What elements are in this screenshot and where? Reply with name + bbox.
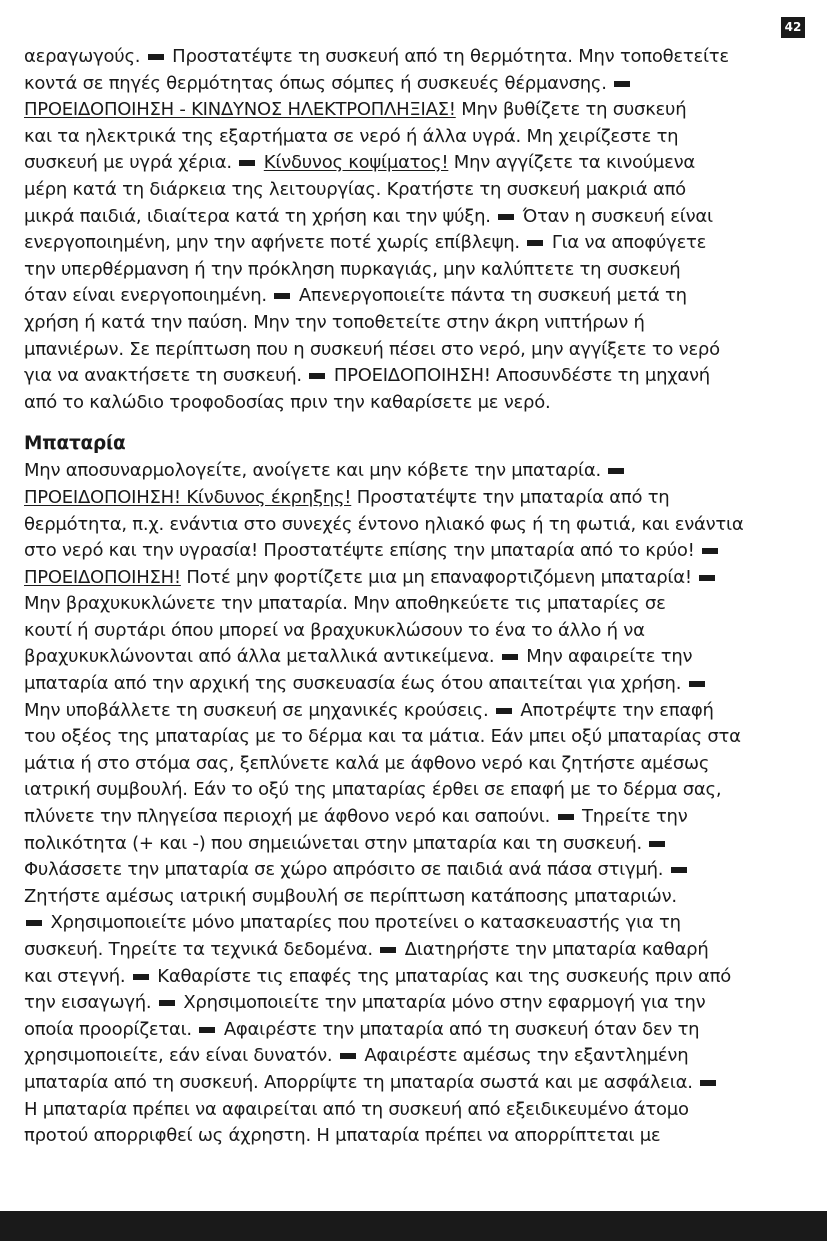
text-segment: Μην βραχυκυκλώνετε την μπαταρία. Μην αποθηκεύετε τις μπαταρίες σε <box>24 593 666 615</box>
text-segment: ΠΡΟΕΙΔΟΠΟΙΗΣΗ! Αποσυνδέστε τη μηχανή <box>328 365 710 387</box>
bullet-square-icon <box>498 214 514 220</box>
text-segment: μπαταρία από τη συσκευή. Απορρίψτε τη μπαταρία σωστά και με ασφάλεια. <box>24 1071 699 1093</box>
text-line <box>24 310 804 337</box>
warning-label: Κίνδυνος κοψίματος! <box>263 152 449 174</box>
text-segment: Μην αφαιρείτε την <box>520 646 693 668</box>
text-segment: Προστατέψτε την μπαταρία από τη <box>351 486 670 508</box>
text-segment: μάτια ή στο στόμα σας, ξεπλύνετε καλά με άφθονο νερό και ζητήστε αμέσως <box>24 752 710 774</box>
text-segment: ιατρική συμβουλή. Εάν το οξύ της μπαταρίας έρθει σε επαφή με το δέρμα σας, <box>24 779 722 801</box>
text-segment: Μην υποβάλλετε τη συσκευή σε μηχανικές κρούσεις. <box>24 699 494 721</box>
bullet-square-icon <box>608 468 624 474</box>
bullet-square-icon <box>502 654 518 660</box>
bullet-square-icon <box>527 240 543 246</box>
text-line <box>24 538 804 565</box>
warning-label: ΠΡΟΕΙΔΟΠΟΙΗΣΗ! <box>24 566 181 588</box>
text-segment: οποία προορίζεται. <box>24 1018 198 1040</box>
text-line <box>24 390 804 417</box>
text-segment: μπαταρία από την αρχική της συσκευασία έως ότου απαιτείται για χρήση. <box>24 673 687 695</box>
text-line <box>24 150 804 177</box>
text-segment: από το καλώδιο τροφοδοσίας πριν την καθαρίσετε με νερό. <box>24 391 551 413</box>
bullet-square-icon <box>309 373 325 379</box>
footer-bar <box>0 1211 827 1241</box>
text-segment: πλύνετε την πληγείσα περιοχή με άφθονο νερό και σαπούνι. <box>24 806 556 828</box>
bullet-square-icon <box>558 814 574 820</box>
text-line <box>24 857 804 884</box>
text-line <box>24 257 804 284</box>
text-line <box>24 644 804 671</box>
text-segment: Ποτέ μην φορτίζετε μια μη επαναφορτιζόμενη μπαταρία! <box>180 566 698 588</box>
text-line <box>24 937 804 964</box>
text-segment: του οξέος της μπαταρίας με το δέρμα και τα μάτια. Εάν μπει οξύ μπαταρίας στα <box>24 726 741 748</box>
text-segment: Η μπαταρία πρέπει να αφαιρείται από τη συσκευή από εξειδικευμένο άτομο <box>24 1098 689 1120</box>
bullet-square-icon <box>133 974 149 980</box>
text-segment: Χρησιμοποιείτε την μπαταρία μόνο στην εφαρμογή για την <box>177 992 706 1014</box>
text-line <box>24 124 804 151</box>
bullet-square-icon <box>700 1080 716 1086</box>
text-segment: Φυλάσσετε την μπαταρία σε χώρο απρόσιτο σε παιδιά ανά πάσα στιγμή. <box>24 859 669 881</box>
text-line <box>24 831 804 858</box>
text-line <box>24 97 804 124</box>
text-line <box>24 337 804 364</box>
bullet-square-icon <box>148 54 164 60</box>
text-line <box>24 204 804 231</box>
warning-label: ΠΡΟΕΙΔΟΠΟΙΗΣΗ - ΚΙΝΔΥΝΟΣ ΗΛΕΚΤΡΟΠΛΗΞΙΑΣ! <box>24 99 456 121</box>
text-line <box>24 363 804 390</box>
text-line <box>24 71 804 98</box>
text-line <box>24 751 804 778</box>
text-segment: προτού απορριφθεί ως άχρηστη. Η μπαταρία πρέπει να απορρίπτεται με <box>24 1125 661 1147</box>
text-line <box>24 283 804 310</box>
text-segment: Καθαρίστε τις επαφές της μπαταρίας και της συσκευής πριν από <box>151 965 731 987</box>
bullet-square-icon <box>614 81 630 87</box>
text-line <box>24 964 804 991</box>
text-segment: μπανιέρων. Σε περίπτωση που η συσκευή πέσει στο νερό, μην αγγίξετε το νερό <box>24 338 720 360</box>
document-body <box>24 44 804 1150</box>
text-line <box>24 512 804 539</box>
text-segment: Τηρείτε την <box>576 806 688 828</box>
text-segment: Χρησιμοποιείτε μόνο μπαταρίες που προτείνει ο κατασκευαστής για τη <box>45 912 681 934</box>
text-segment: Αφαιρέστε αμέσως την εξαντλημένη <box>358 1045 689 1067</box>
text-segment: την εισαγωγή. <box>24 992 157 1014</box>
section-safety-text <box>24 44 804 416</box>
text-line <box>24 230 804 257</box>
text-segment: Για να αποφύγετε <box>546 232 707 254</box>
text-segment: μέρη κατά τη διάρκεια της λειτουργίας. Κρατήστε τη συσκευή μακριά από <box>24 178 686 200</box>
text-segment: Απενεργοποιείτε πάντα τη συσκευή μετά τη <box>293 285 687 307</box>
text-segment: Όταν η συσκευή είναι <box>517 205 713 227</box>
text-line <box>24 804 804 831</box>
text-line <box>24 777 804 804</box>
text-segment: χρησιμοποιείτε, εάν είναι δυνατόν. <box>24 1045 338 1067</box>
text-segment: μικρά παιδιά, ιδιαίτερα κατά τη χρήση και την ψύξη. <box>24 205 497 227</box>
text-line <box>24 884 804 911</box>
text-segment: χρήση ή κατά την παύση. Μην την τοποθετείτε στην άκρη νιπτήρων ή <box>24 311 645 333</box>
section-battery-text <box>24 458 804 1149</box>
text-line <box>24 591 804 618</box>
text-segment: συσκευή. Τηρείτε τα τεχνικά δεδομένα. <box>24 939 379 960</box>
text-line <box>24 724 804 751</box>
bullet-square-icon <box>199 1027 215 1033</box>
bullet-square-icon <box>496 708 512 714</box>
bullet-square-icon <box>380 947 396 953</box>
text-line <box>24 1097 804 1124</box>
text-segment: Μην αποσυναρμολογείτε, ανοίγετε και μην κόβετε την μπαταρία. <box>24 460 607 482</box>
bullet-square-icon <box>26 920 42 926</box>
battery-heading: Μπαταρία <box>24 433 126 455</box>
text-segment: συσκευή με υγρά χέρια. <box>24 152 238 174</box>
text-line <box>24 565 804 592</box>
text-line <box>24 1043 804 1070</box>
text-segment: Διατηρήστε την μπαταρία καθαρή <box>399 939 709 960</box>
bullet-square-icon <box>340 1053 356 1059</box>
text-segment: για να ανακτήσετε τη συσκευή. <box>24 365 308 387</box>
text-segment: κουτί ή συρτάρι όπου μπορεί να βραχυκυκλώσουν το ένα το άλλο ή να <box>24 619 645 641</box>
text-line <box>24 698 804 725</box>
text-line <box>24 1017 804 1044</box>
text-segment: Αποτρέψτε την επαφή <box>514 699 714 721</box>
text-segment: και τα ηλεκτρικά της εξαρτήματα σε νερό ή άλλα υγρά. Μη χειρίζεστε τη <box>24 125 679 147</box>
text-line <box>24 44 804 71</box>
text-segment: την υπερθέρμανση ή την πρόκληση πυρκαγιάς, μην καλύπτετε τη συσκευή <box>24 258 681 280</box>
text-segment: βραχυκυκλώνονται από άλλα μεταλλικά αντικείμενα. <box>24 646 500 668</box>
text-line <box>24 458 804 485</box>
text-segment: όταν είναι ενεργοποιημένη. <box>24 285 273 307</box>
text-line <box>24 671 804 698</box>
bullet-square-icon <box>671 867 687 873</box>
text-segment: θερμότητα, π.χ. ενάντια στο συνεχές έντονο ηλιακό φως ή τη φωτιά, και ενάντια <box>24 513 744 535</box>
bullet-square-icon <box>689 681 705 687</box>
text-segment: Αφαιρέστε την μπαταρία από τη συσκευή όταν δεν τη <box>218 1018 700 1040</box>
section-gap <box>24 416 804 430</box>
text-line <box>24 485 804 512</box>
page-number: 42 <box>781 17 805 38</box>
bullet-square-icon <box>159 1000 175 1006</box>
text-line <box>24 1070 804 1097</box>
text-line <box>24 990 804 1017</box>
bullet-square-icon <box>274 293 290 299</box>
text-segment: κοντά σε πηγές θερμότητας όπως σόμπες ή συσκευές θέρμανσης. <box>24 72 613 94</box>
text-segment: Προστατέψτε τη συσκευή από τη θερμότητα. Μην τοποθετείτε <box>166 46 729 67</box>
bullet-square-icon <box>699 575 715 581</box>
bullet-square-icon <box>649 841 665 847</box>
warning-label: ΠΡΟΕΙΔΟΠΟΙΗΣΗ! Κίνδυνος έκρηξης! <box>24 486 352 508</box>
text-line <box>24 177 804 204</box>
bullet-square-icon <box>239 160 255 166</box>
text-segment: Μην αγγίζετε τα κινούμενα <box>448 152 696 174</box>
text-line <box>24 618 804 645</box>
text-line <box>24 910 804 937</box>
text-segment: και στεγνή. <box>24 965 131 987</box>
text-segment: ενεργοποιημένη, μην την αφήνετε ποτέ χωρίς επίβλεψη. <box>24 232 526 254</box>
text-segment: Μην βυθίζετε τη συσκευή <box>455 99 687 121</box>
text-line <box>24 1123 804 1150</box>
text-segment: Ζητήστε αμέσως ιατρική συμβουλή σε περίπτωση κατάποσης μπαταριών. <box>24 885 677 907</box>
bullet-square-icon <box>702 548 718 554</box>
text-segment: πολικότητα (+ και -) που σημειώνεται στην μπαταρία και τη συσκευή. <box>24 832 648 854</box>
text-segment: στο νερό και την υγρασία! Προστατέψτε επίσης την μπαταρία από το κρύο! <box>24 540 701 562</box>
text-segment: αεραγωγούς. <box>24 46 146 67</box>
